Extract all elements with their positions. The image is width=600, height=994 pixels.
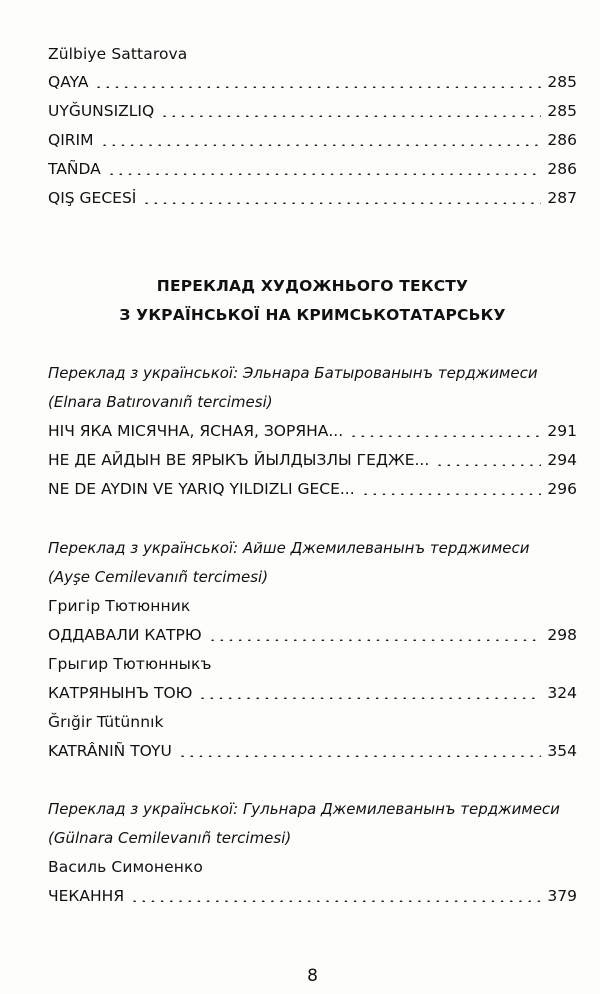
- translator-credit-latin: (Ayşe Cemilevanıñ tercimesi): [48, 568, 269, 586]
- toc-entry-title: ОДДАВАЛИ КАТРЮ: [48, 626, 202, 644]
- toc-entry-page: 296: [547, 480, 577, 498]
- author-name: Григір Тютюнник: [48, 597, 191, 615]
- dot-leader: [105, 173, 542, 175]
- toc-entry-page: 285: [547, 73, 577, 91]
- toc-entry-page: 354: [547, 742, 577, 760]
- toc-entry: [48, 159, 577, 179]
- toc-entry-title: NE DE AYDIN VE YARIQ YILDIZLI GECE...: [48, 480, 355, 498]
- author-name: Василь Симоненко: [48, 858, 204, 876]
- toc-entry: [48, 625, 577, 645]
- toc-entry: [48, 450, 577, 470]
- toc-entry-page: 379: [547, 887, 577, 905]
- dot-leader: [196, 697, 541, 699]
- toc-entry: [48, 101, 577, 121]
- translator-credit: Переклад з української: Айше Джемилеванынъ терджимеси: [48, 539, 530, 557]
- toc-entry-title: КАТРЯНЫНЪ ТОЮ: [48, 684, 193, 702]
- toc-entry: [48, 130, 577, 150]
- dot-leader: [98, 144, 542, 146]
- toc-entry-page: 294: [547, 451, 577, 469]
- toc-entry: [48, 479, 577, 499]
- toc-entry-title: KATRÂNIÑ TOYU: [48, 742, 172, 760]
- dot-leader: [158, 115, 541, 117]
- toc-page: [48, 0, 577, 994]
- dot-leader: [347, 435, 541, 437]
- toc-entry: [48, 421, 577, 441]
- toc-entry: [48, 188, 577, 208]
- toc-entry-page: 286: [547, 131, 577, 149]
- dot-leader: [92, 86, 541, 88]
- toc-entry-title: ЧЕКАННЯ: [48, 887, 125, 905]
- translator-credit-latin: (Gülnara Cemilevanıñ tercimesi): [48, 829, 292, 847]
- toc-entry-title: UYĞUNSIZLIQ: [48, 102, 155, 120]
- translator-credit-latin: (Elnara Batırovanıñ tercimesi): [48, 393, 273, 411]
- toc-entry-title: QIRIM: [48, 131, 94, 149]
- author-name: Ğrığir Tütünnık: [48, 713, 164, 731]
- translator-credit: Переклад з української: Эльнара Батырованынъ терджимеси: [48, 364, 538, 382]
- page-number: 8: [307, 966, 318, 986]
- toc-entry-page: 287: [547, 189, 577, 207]
- toc-entry-page: 285: [547, 102, 577, 120]
- dot-leader: [128, 900, 541, 902]
- dot-leader: [359, 493, 542, 495]
- translator-credit: Переклад з української: Гульнара Джемилеванынъ терджимеси: [48, 800, 560, 818]
- toc-entry: [48, 683, 577, 703]
- toc-entry-page: 291: [547, 422, 577, 440]
- dot-leader: [206, 639, 542, 641]
- section-heading-line-2: З УКРАЇНСЬКОЇ НА КРИМСЬКОТАТАРСЬКУ: [119, 306, 506, 324]
- toc-entry: [48, 741, 577, 761]
- author-name: Грыгир Тютюнныкъ: [48, 655, 212, 673]
- toc-entry-title: QAYA: [48, 73, 89, 91]
- section-heading-line-1: ПЕРЕКЛАД ХУДОЖНЬОГО ТЕКСТУ: [156, 277, 469, 295]
- toc-entry-title: НІЧ ЯКА МІСЯЧНА, ЯСНАЯ, ЗОРЯНА...: [48, 422, 344, 440]
- dot-leader: [140, 202, 541, 204]
- author-name: Zülbiye Sattarova: [48, 45, 188, 63]
- toc-entry-page: 324: [547, 684, 577, 702]
- toc-entry-page: 286: [547, 160, 577, 178]
- toc-entry-page: 298: [547, 626, 577, 644]
- toc-entry: [48, 72, 577, 92]
- toc-entry-title: QIŞ GECESİ: [48, 189, 137, 207]
- dot-leader: [176, 755, 542, 757]
- toc-entry-title: НЕ ДЕ АЙДЫН ВЕ ЯРЫКЪ ЙЫЛДЫЗЛЫ ГЕДЖЕ...: [48, 451, 430, 469]
- toc-entry: [48, 886, 577, 906]
- dot-leader: [433, 464, 541, 466]
- toc-entry-title: TAÑDA: [48, 160, 101, 178]
